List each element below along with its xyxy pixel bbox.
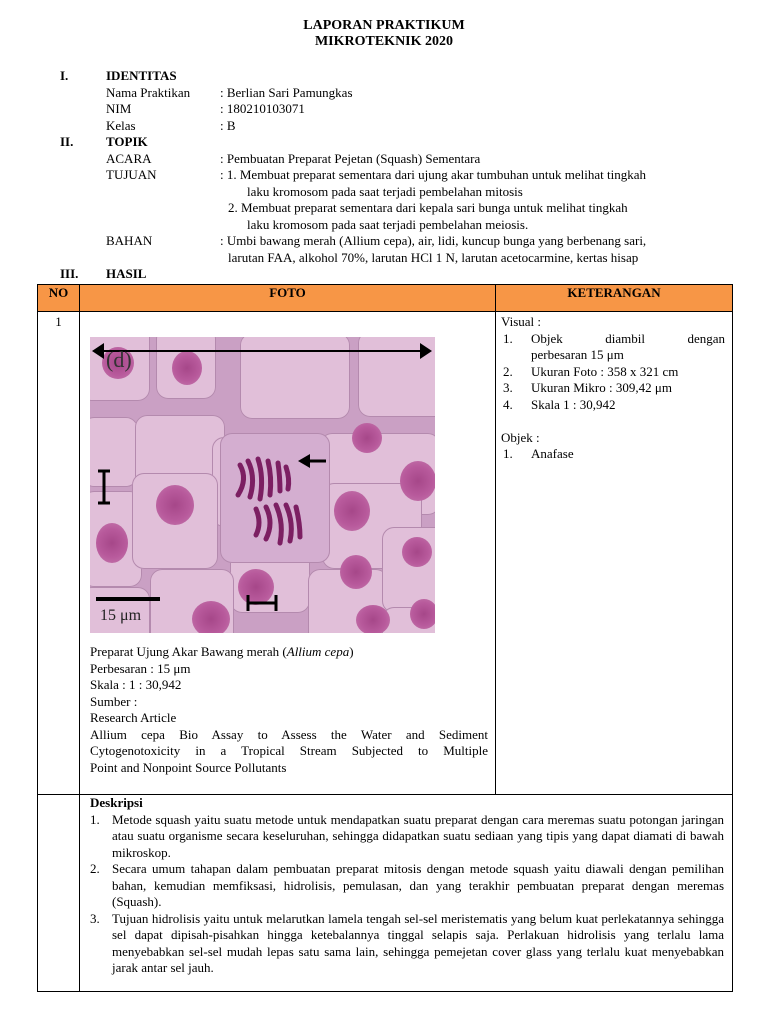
tujuan-2a: 2. Membuat preparat sementara dari kepala sari bunga untuk melihat tingkah xyxy=(228,200,628,215)
visual-item: 2. Ukuran Foto : 358 x 321 cm xyxy=(503,363,679,379)
deskripsi-item: 2. Secara umum tahapan dalam pembuatan preparat mitosis dengan metode squash yaitu diawali dengan pemilihan bahan, kemudian memfiksasi, hidrolisis, pemulasan, dan yang terakhir pembuatan preparat dengan meremas (Squash). xyxy=(90,861,724,909)
bahan-a: : Umbi bawang merah (Allium cepa), air, lidi, kuncup bunga yang berbenang sari, xyxy=(220,233,647,248)
caption-species: Allium cepa xyxy=(286,644,350,659)
nama-value: : Berlian Sari Pamungkas xyxy=(220,84,353,100)
deskripsi-item: 3. Tujuan hidrolisis yaitu untuk melarutkan lamela tengah sel-sel meristematis yang belum kuat perlekatannya sehingga sel dapat dipisah-pisahkan hingga ketebalannya tinggal selapis saja. Perlakuan hidrolisis yang terlalu lama menyebabkan sel-sel mudah lepas satu sama lain, sehingga pemejetan cover glass yang terlalu kuat menyebabkan jarak antar sel jauh. xyxy=(90,910,724,975)
report-header xyxy=(60,68,738,283)
deskripsi-title: Deskripsi xyxy=(90,795,143,810)
bahan-label: BAHAN xyxy=(106,233,153,248)
bahan-b: larutan FAA, alkohol 70%, larutan HCl 1 N, larutan acetocarmine, kertas hisap xyxy=(228,249,639,265)
photo-label-d: (d) xyxy=(106,347,132,372)
caption-title: Preparat Ujung Akar Bawang merah (Allium cepa) xyxy=(90,644,354,659)
caption-sumber: Sumber : xyxy=(90,693,138,709)
keterangan-content xyxy=(501,314,725,463)
caption-skala: Skala : 1 : 30,942 xyxy=(90,677,182,692)
report-title xyxy=(0,18,768,50)
topik-heading: TOPIK xyxy=(106,134,148,149)
hasil-heading: HASIL xyxy=(106,266,147,281)
double-arrow-icon xyxy=(92,343,432,359)
caption-research: Research Article xyxy=(90,710,177,725)
photo-scale-text: 15 μm xyxy=(100,607,142,624)
row-number-cell xyxy=(38,312,80,795)
desc-empty-cell xyxy=(38,795,80,992)
identitas-heading: IDENTITAS xyxy=(106,68,177,83)
caption-article-2: Cytogenotoxicity in a Tropical Stream Subjected to Multiple xyxy=(90,743,488,758)
visual-item: 1. Objek diambil dengan perbesaran 15 μm xyxy=(503,330,725,362)
objek-item: 1. Anafase xyxy=(503,446,574,461)
title-line-2: MIKROTEKNIK 2020 xyxy=(314,34,454,49)
pointer-arrow-icon xyxy=(298,454,326,468)
photo-caption xyxy=(90,644,488,776)
micrograph-overlay xyxy=(90,337,435,633)
tujuan-label: TUJUAN xyxy=(106,167,157,182)
caption-article-1: Allium cepa Bio Assay to Assess the Water and Sediment xyxy=(90,726,488,742)
section-roman-2: II. xyxy=(60,134,74,149)
tujuan-1b: laku kromosom pada saat terjadi pembelahan mitosis xyxy=(247,183,523,199)
caption-article-3: Point and Nonpoint Source Pollutants xyxy=(90,759,287,775)
header-keterangan: KETERANGAN xyxy=(496,285,733,312)
visual-item: 4. Skala 1 : 30,942 xyxy=(503,396,616,412)
nim-value: : 180210103071 xyxy=(220,101,305,116)
header-no: NO xyxy=(38,285,80,312)
header-foto: FOTO xyxy=(80,285,496,312)
deskripsi-item: 1. Metode squash yaitu suatu metode untuk mendapatkan suatu preparat dengan cara meremas suatu potongan jaringan atau suatu organisme secara keseluruhan, sehingga didapatkan suatu sediaan yang tipis yang dapat diamati di bawah mikroskop. xyxy=(90,811,724,860)
acara-label: ACARA xyxy=(106,150,152,166)
micrograph-image xyxy=(90,337,435,633)
visual-title: Visual : xyxy=(501,314,542,329)
kelas-label: Kelas xyxy=(106,117,136,133)
acara-value: : Pembuatan Preparat Pejetan (Squash) Sementara xyxy=(220,150,481,166)
section-roman-3: III. xyxy=(60,266,79,281)
nama-label: Nama Praktikan xyxy=(106,84,191,100)
caption-perbesaran: Perbesaran : 15 μm xyxy=(90,660,191,676)
title-line-1: LAPORAN PRAKTIKUM xyxy=(303,18,465,33)
row-number: 1 xyxy=(55,314,62,329)
kelas-value: : B xyxy=(220,117,236,133)
section-roman-1: I. xyxy=(60,68,69,83)
deskripsi-content xyxy=(90,795,724,977)
nim-label: NIM xyxy=(106,101,132,116)
objek-title: Objek : xyxy=(501,429,540,445)
visual-item: 3. Ukuran Mikro : 309,42 μm xyxy=(503,380,672,395)
tujuan-1a: : 1. Membuat preparat sementara dari ujung akar tumbuhan untuk melihat tingkah xyxy=(220,167,646,182)
tujuan-2b: laku kromosom pada saat terjadi pembelahan meiosis. xyxy=(247,216,529,232)
